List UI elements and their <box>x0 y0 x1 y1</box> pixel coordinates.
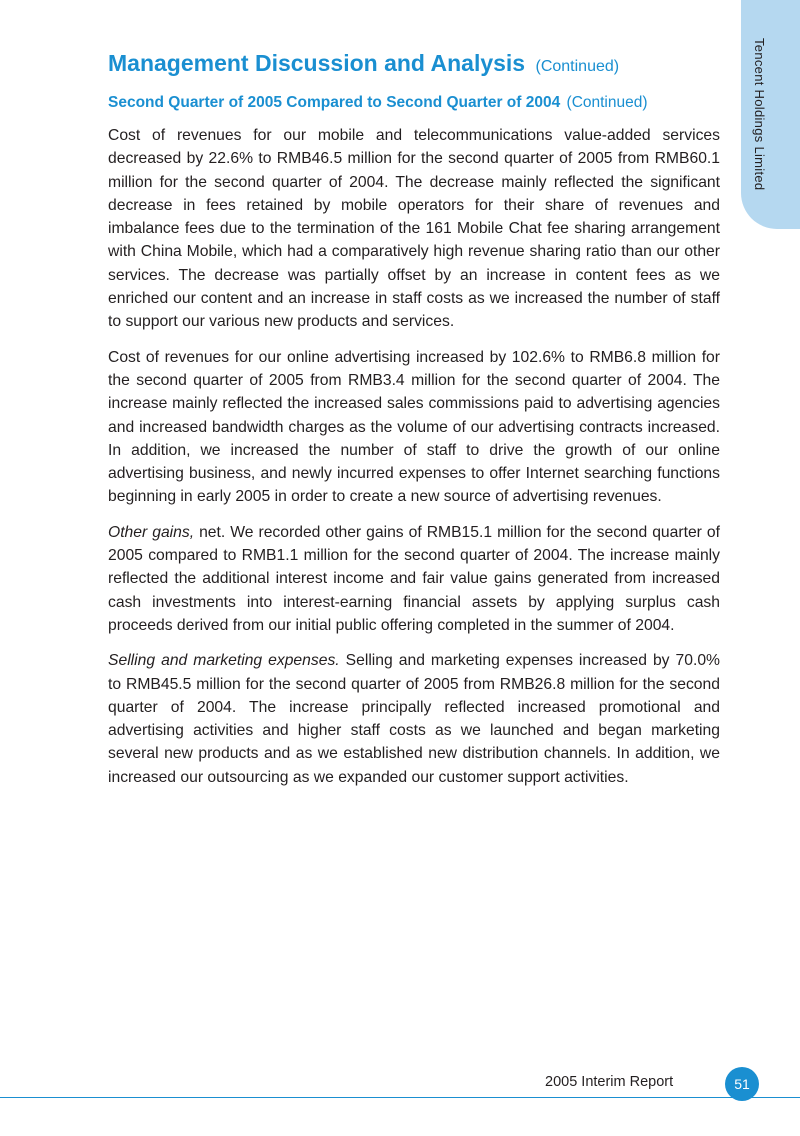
page-title-suffix: (Continued) <box>535 58 620 75</box>
section-heading <box>108 94 648 112</box>
paragraph-text: Cost of revenues for our online advertising increased by 102.6% to RMB6.8 million for the second quarter of 2005 from RMB3.4 million for the second quarter of 2004. The increase mainly reflected the increased sales commissions paid to advertising agencies and increased bandwidth charges as the volume of our advertising contracts increased. In addition, we increased the number of staff to drive the growth of our online advertising business, and newly incurred expenses to offer Internet searching functions beginning in early 2005 in order to create a new source of advertising revenues. <box>108 348 720 506</box>
paragraph-text: Selling and marketing expenses increased by 70.0% to RMB45.5 million for the second quarter of 2005 from RMB26.8 million for the second quarter of 2004. The increase principally reflected increased promotional and advertising activities and higher staff costs as we launched and began marketing several new products and as we established new distribution channels. In addition, we increased our outsourcing as we expanded our customer support activities. <box>108 652 720 786</box>
paragraph-other-gains <box>108 521 720 637</box>
paragraph-text: net. We recorded other gains of RMB15.1 million for the second quarter of 2005 compared to RMB1.1 million for the second quarter of 2004. The increase mainly reflected the additional interest income and fair value gains generated from increased cash investments into interest-earning financial assets by applying surplus cash proceeds derived from our initial public offering completed in the summer of 2004. <box>108 523 720 634</box>
company-name: Tencent Holdings Limited <box>752 38 767 191</box>
report-name: 2005 Interim Report <box>545 1074 674 1090</box>
body-text <box>108 124 720 801</box>
paragraph-lead: Other gains, <box>108 523 195 541</box>
paragraph-cost-advertising <box>108 346 720 509</box>
page-title <box>108 50 619 77</box>
paragraph-selling-marketing <box>108 649 720 789</box>
page-number-badge: 51 <box>725 1067 759 1101</box>
page-title-text: Management Discussion and Analysis <box>108 50 526 76</box>
paragraph-cost-mobile <box>108 124 720 334</box>
paragraph-text: Cost of revenues for our mobile and telecommunications value-added services decreased by 22.6% to RMB46.5 million for the second quarter of 2005 from RMB60.1 million for the second quarter of 2004. The decrease mainly reflected the significant decrease in fees retained by mobile operators for their share of revenues and imbalance fees due to the termination of the 161 Mobile Chat fee sharing arrangement with China Mobile, which had a comparatively high revenue sharing ratio than our other services. The decrease was partially offset by an increase in content fees as we enriched our content and an increase in staff costs as we increased the number of staff to support our various new products and services. <box>108 127 720 331</box>
footer-rule <box>0 1097 800 1098</box>
side-tab <box>741 0 800 229</box>
section-heading-text: Second Quarter of 2005 Compared to Second Quarter of 2004 <box>108 94 561 111</box>
section-heading-suffix: (Continued) <box>566 94 648 111</box>
paragraph-lead: Selling and marketing expenses. <box>108 652 340 670</box>
